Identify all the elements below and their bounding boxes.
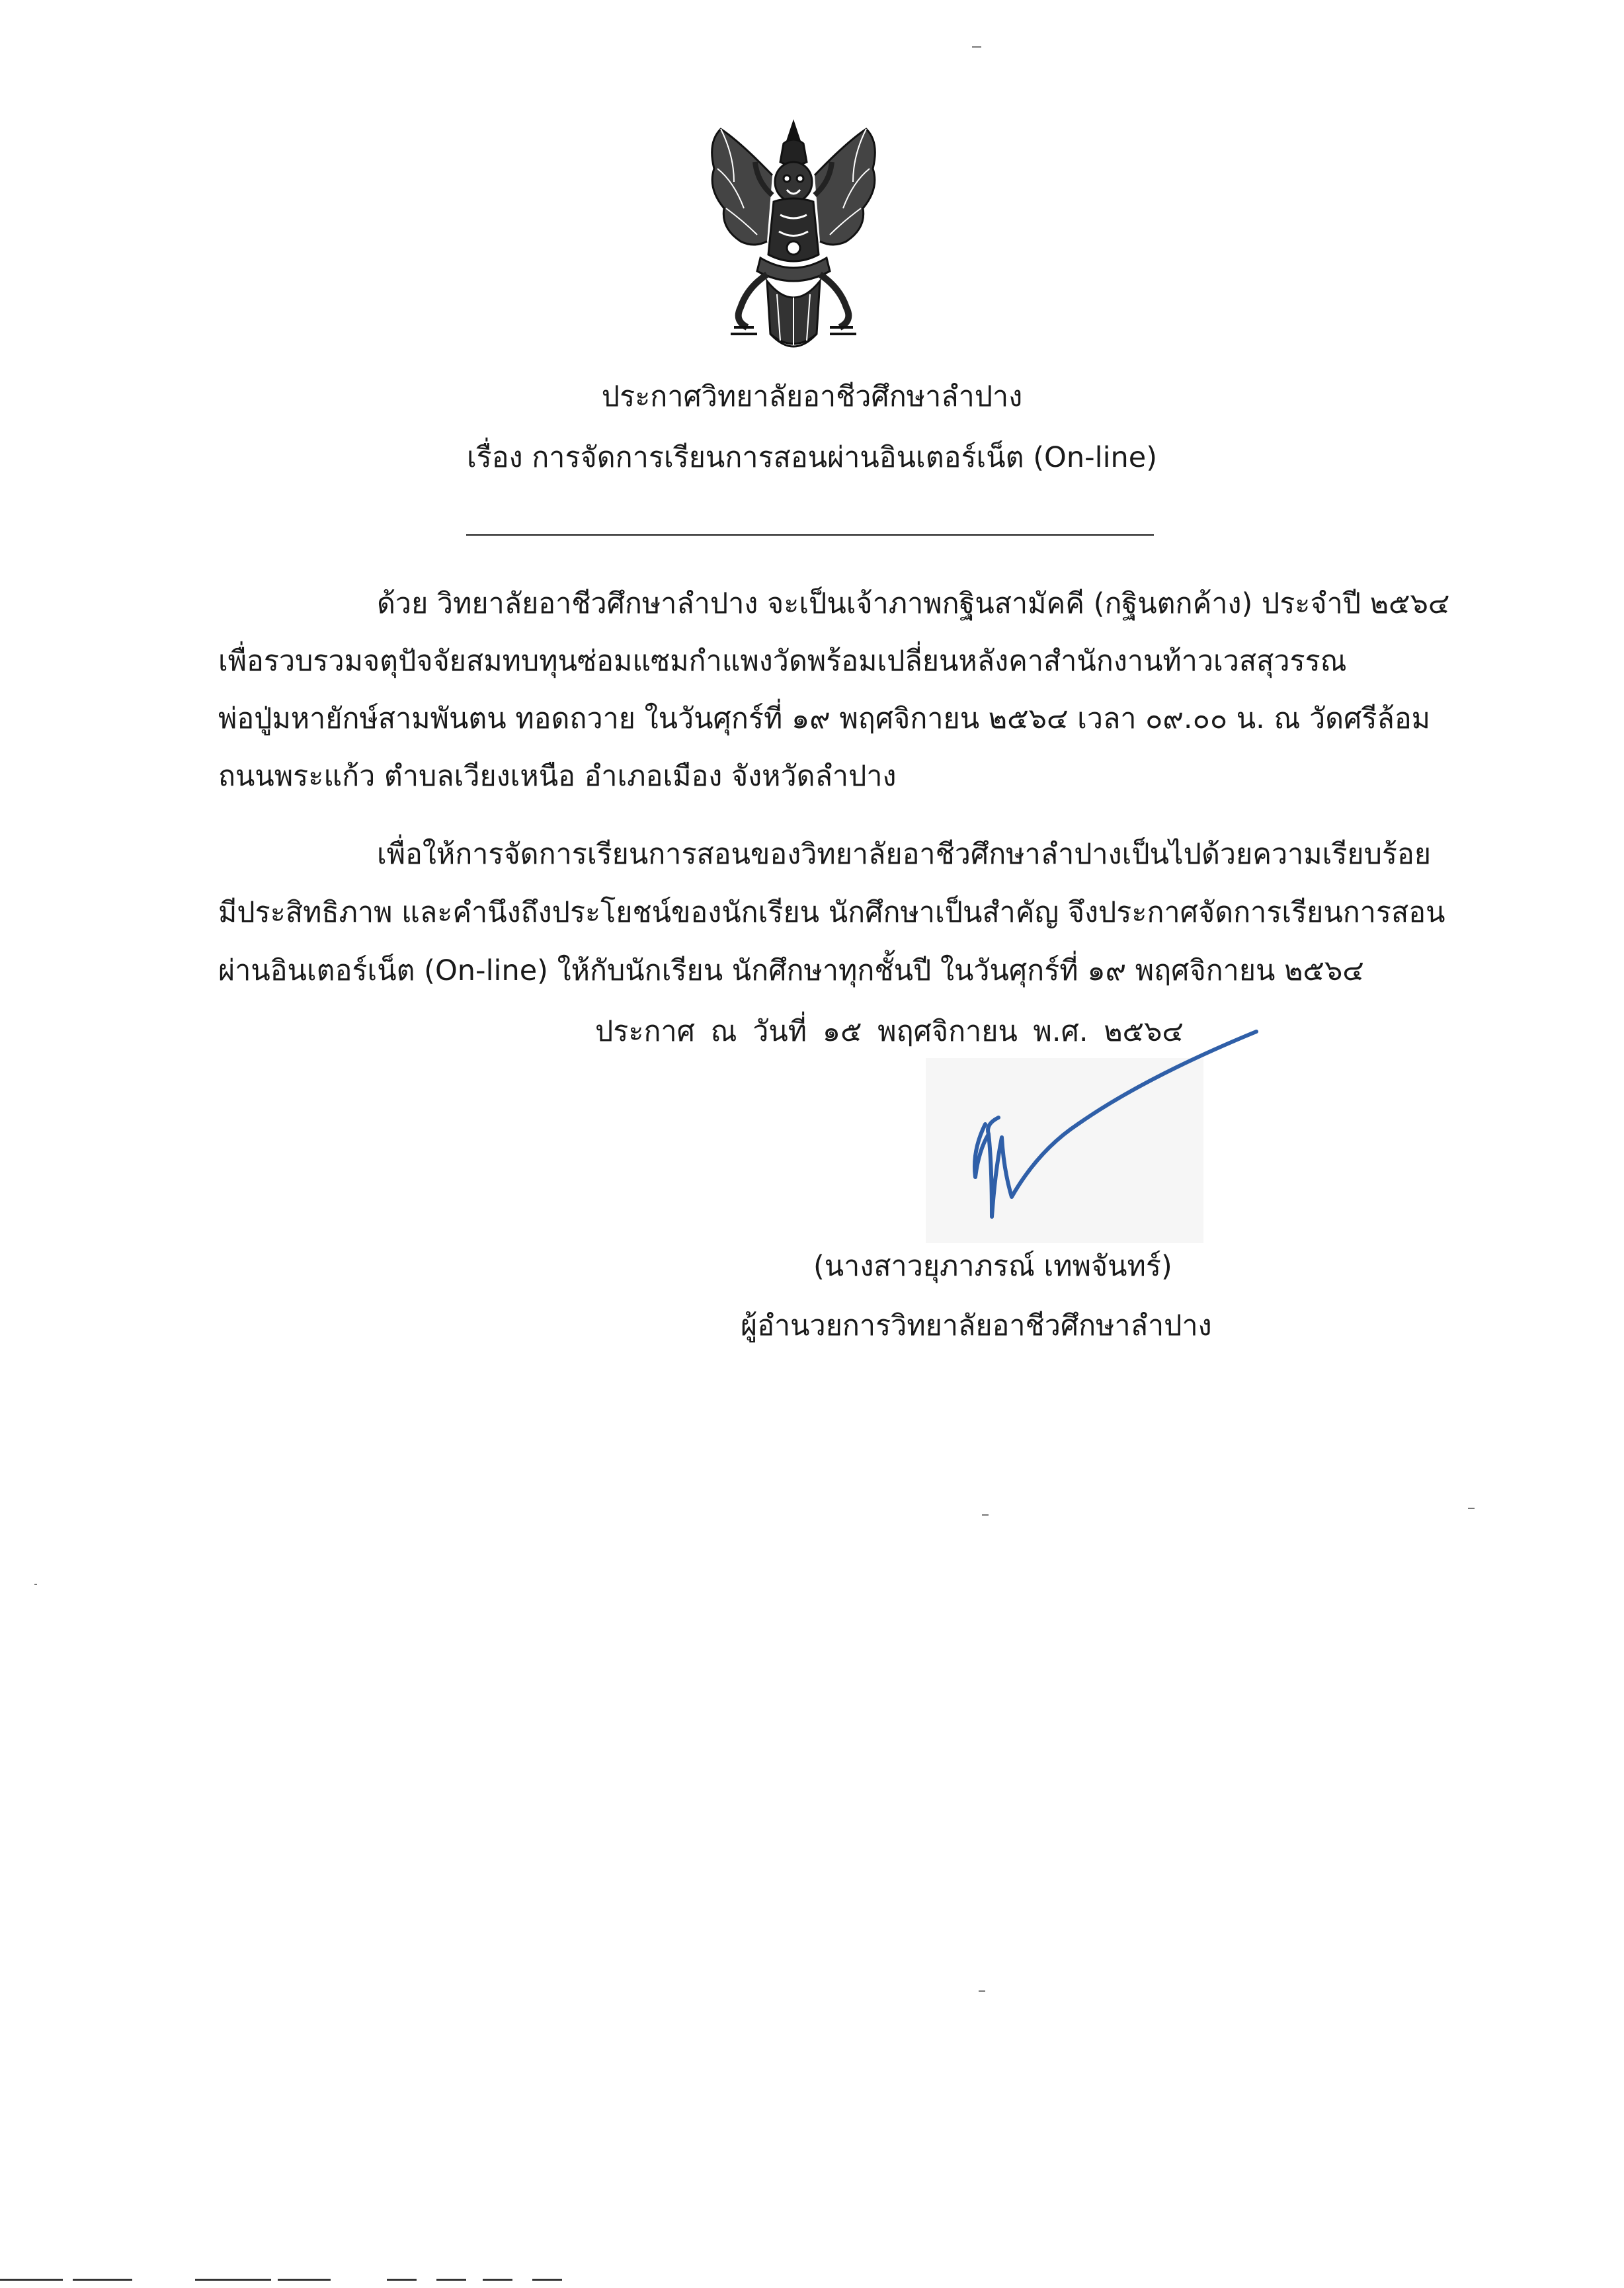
scan-edge-marks (0, 2279, 595, 2283)
announcement-subject: เรื่อง การจัดการเรียนการสอนผ่านอินเตอร์เน็ต (On-line) (466, 441, 1158, 474)
announcement-title: ประกาศวิทยาลัยอาชีวศึกษาลำปาง (601, 380, 1023, 413)
signature-image (926, 1018, 1270, 1243)
signer-name: (นางสาวยุภาภรณ์ เทพจันทร์) (813, 1250, 1172, 1283)
paragraph-1-line-4: ถนนพระแก้ว ตำบลเวียงเหนือ อำเภอเมือง จังหวัดลำปาง (218, 760, 897, 793)
announcement-date: ประกาศ ณ วันที่ ๑๕ พฤศจิกายน พ.ศ. ๒๕๖๔ (595, 1015, 1184, 1048)
paragraph-1-line-1: ด้วย วิทยาลัยอาชีวศึกษาลำปาง จะเป็นเจ้าภาพกฐินสามัคคี (กฐินตกค้าง) ประจำปี ๒๕๖๔ (377, 587, 1450, 620)
title-divider (466, 534, 1154, 536)
paragraph-2-line-1: เพื่อให้การจัดการเรียนการสอนของวิทยาลัยอาชีวศึกษาลำปางเป็นไปด้วยความเรียบร้อย (377, 838, 1432, 871)
signer-position: ผู้อำนวยการวิทยาลัยอาชีวศึกษาลำปาง (741, 1309, 1212, 1342)
paragraph-2-line-2: มีประสิทธิภาพ และคำนึงถึงประโยชน์ของนักเรียน นักศึกษาเป็นสำคัญ จึงประกาศจัดการเรียนการสอน (218, 896, 1445, 929)
paragraph-1-line-3: พ่อปู่มหายักษ์สามพันตน ทอดถวาย ในวันศุกร์ที่ ๑๙ พฤศจิกายน ๒๕๖๔ เวลา ๐๙.๐๐ น. ณ วัดศรีล้อม (218, 702, 1431, 735)
paragraph-1-line-2: เพื่อรวบรวมจตุปัจจัยสมทบทุนซ่อมแซมกำแพงวัดพร้อมเปลี่ยนหลังคาสำนักงานท้าวเวสสุวรรณ (218, 645, 1347, 678)
garuda-emblem-icon (694, 116, 893, 360)
paragraph-2-line-3: ผ่านอินเตอร์เน็ต (On-line) ให้กับนักเรียน นักศึกษาทุกชั้นปี ในวันศุกร์ที่ ๑๙ พฤศจิกายน ๒๕๖๔ (218, 954, 1364, 987)
